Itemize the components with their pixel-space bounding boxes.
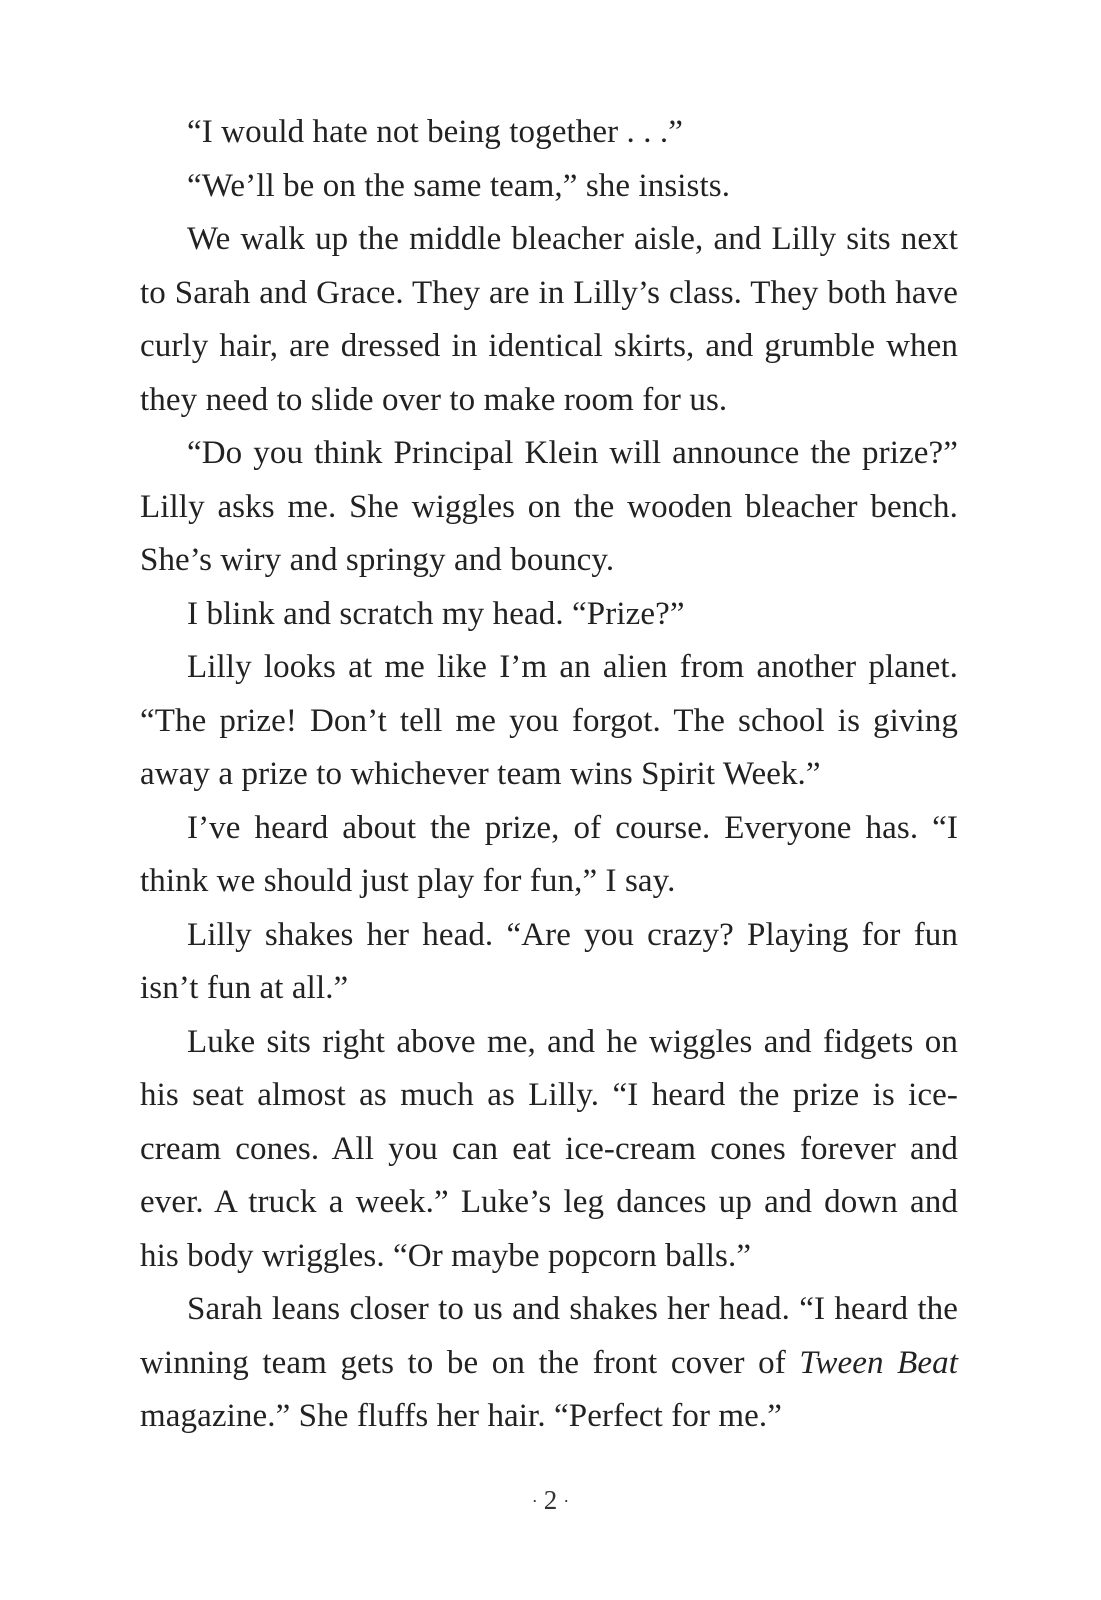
page-number-value: 2 <box>543 1485 558 1515</box>
body-text <box>140 106 958 1444</box>
page-number-dot-right: · <box>563 1490 570 1511</box>
paragraph-last <box>140 1283 958 1444</box>
paragraph: I blink and scratch my head. “Prize?” <box>187 595 685 632</box>
paragraph: “I would hate not being together . . .” <box>187 114 683 150</box>
paragraph: “We’ll be on the same team,” she insists. <box>187 167 731 204</box>
paragraph: Lilly shakes her head. “Are you crazy? Playing for fun isn’t fun at all.” <box>140 916 958 1006</box>
paragraph-text: magazine.” She fluffs her hair. “Perfect for me.” <box>140 1398 783 1434</box>
magazine-title: Tween Beat <box>799 1344 958 1381</box>
paragraph: Lilly looks at me like I’m an alien from another planet. “The prize! Don’t tell me you forgot. The school is giving away a prize to whichever team wins Spirit Week.” <box>140 649 958 792</box>
paragraph: Luke sits right above me, and he wiggles and fidgets on his seat almost as much as Lilly. “I heard the prize is ice-cream cones. All you can eat ice-cream cones forever and ever. A truck a week.” Luke’s leg dances up and down and his body wriggles. “Or maybe popcorn balls.” <box>140 1023 958 1274</box>
paragraph-text: Sarah leans closer to us and shakes her head. “I heard the winning team gets to be on the front cover of <box>140 1291 958 1381</box>
paragraph: I’ve heard about the prize, of course. Everyone has. “I think we should just play for fun,” I say. <box>140 809 958 899</box>
paragraph: We walk up the middle bleacher aisle, and Lilly sits next to Sarah and Grace. They are in Lilly’s class. They both have curly hair, are dressed in identical skirts, and grumble when they need to slide over to make room for us. <box>140 221 958 418</box>
paragraph: “Do you think Principal Klein will announce the prize?” Lilly asks me. She wiggles on the wooden bleacher bench. She’s wiry and springy and bouncy. <box>140 435 958 578</box>
page-number-dot-left: · <box>531 1490 538 1511</box>
page-number <box>0 1484 1101 1519</box>
